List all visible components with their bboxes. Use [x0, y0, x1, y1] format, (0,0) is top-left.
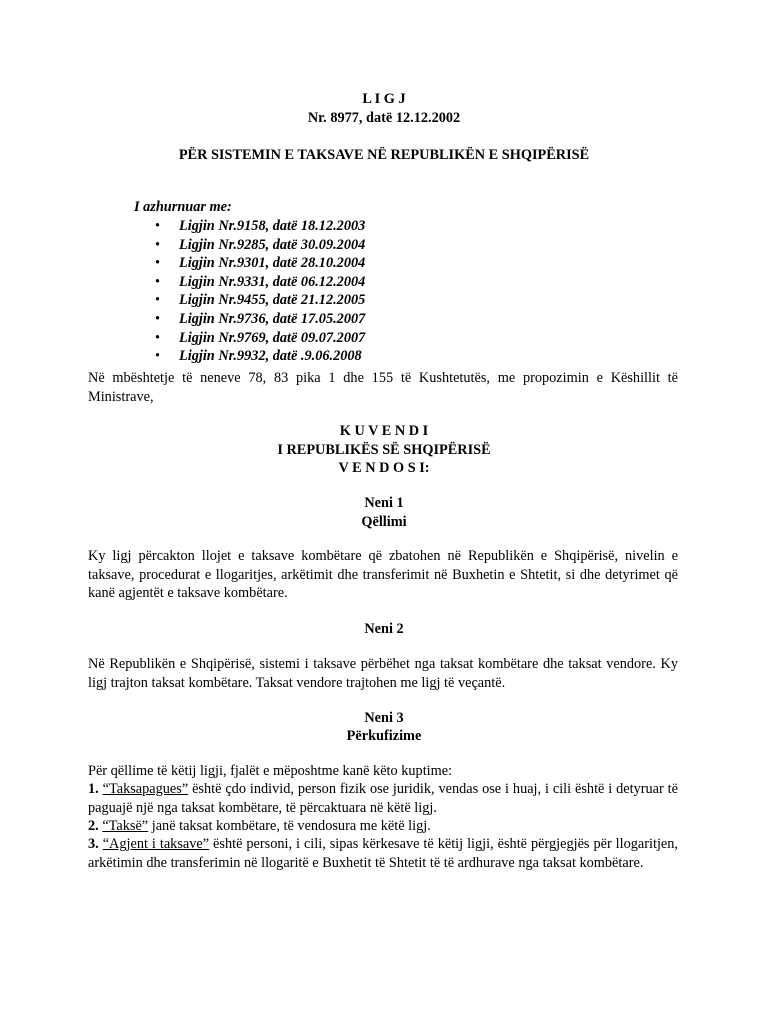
- law-label: L I G J: [362, 91, 406, 107]
- assembly-line-3: V E N D O S I:: [338, 460, 430, 476]
- assembly-line-1: K U V E N D I: [339, 423, 429, 439]
- bullet-icon: •: [155, 255, 161, 272]
- bullet-icon: •: [155, 292, 161, 309]
- article-3-subheading: Përkufizime: [346, 728, 422, 744]
- definition-term: “Taksë”: [102, 818, 149, 834]
- definition-term: “Agjent i taksave”: [102, 836, 210, 852]
- bullet-icon: •: [155, 273, 161, 290]
- amendments-title: I azhurnuar me:: [134, 199, 232, 215]
- definition-term: “Taksapagues”: [102, 781, 189, 797]
- law-title: PËR SISTEMIN E TAKSAVE NË REPUBLIKËN E SHQIPËRISË: [178, 147, 590, 163]
- bullet-icon: •: [155, 218, 161, 234]
- article-2-heading: Neni 2: [364, 621, 404, 637]
- bullet-icon: •: [155, 329, 161, 346]
- article-3-heading: Neni 3: [364, 710, 404, 726]
- preamble: Në mbështetje të neneve 78, 83 pika 1 dhe 155 të Kushtetutës, me propozimin e Këshillit të Ministrave,: [88, 370, 678, 405]
- article-1-body: Ky ligj përcakton llojet e taksave kombëtare që zbatohen në Republikën e Shqipërisë, nivelin e taksave, procedurat e llogaritjes, arkëtimit dhe transferimit në Buxhetin e Shtetit, si dhe detyrimet që kanë agjentët e taksave kombëtare.: [88, 548, 678, 602]
- article-3-intro: Për qëllime të këtij ligji, fjalët e mëposhtme kanë këto kuptime:: [88, 763, 453, 779]
- article-1-subheading: Qëllimi: [361, 514, 407, 530]
- amendments-list: [155, 217, 365, 366]
- law-number-date: Nr. 8977, datë 12.12.2002: [307, 110, 461, 126]
- definition-3: 3. “Agjent i taksave” është personi, i cili, sipas kërkesave të këtij ligji, është përgjegjës për llogaritjen, arkëtimin dhe transferimin në llogaritë e Buxhetit të Shtetit të të ardhurave nga taksat kombëtare.: [88, 836, 678, 871]
- assembly-line-2: I REPUBLIKËS SË SHQIPËRISË: [277, 442, 491, 458]
- definition-1: 1. “Taksapagues” është çdo individ, person fizik ose juridik, vendas ose i huaj, i cili është i detyruar të paguajë një nga taksat kombëtare, të përcaktuara në këtë ligj.: [88, 781, 679, 816]
- bullet-icon: •: [155, 348, 161, 365]
- amendment-item: • Ligjin Nr.9932, datë .9.06.2008: [155, 348, 362, 365]
- amendment-item: • Ligjin Nr.9331, datë 06.12.2004: [155, 273, 366, 290]
- article-2-body: Në Republikën e Shqipërisë, sistemi i taksave përbëhet nga taksat kombëtare dhe taksat vendore. Ky ligj trajton taksat kombëtare. Taksat vendore trajtohen me ligj të veçantë.: [88, 656, 678, 691]
- amendment-item: • Ligjin Nr.9158, datë 18.12.2003: [155, 218, 366, 234]
- amendment-item: • Ligjin Nr.9285, datë 30.09.2004: [155, 236, 366, 253]
- amendment-item: • Ligjin Nr.9301, datë 28.10.2004: [155, 255, 366, 272]
- amendment-item: • Ligjin Nr.9736, datë 17.05.2007: [155, 310, 366, 327]
- amendment-item: • Ligjin Nr.9455, datë 21.12.2005: [155, 292, 366, 309]
- definition-2: 2. “Taksë” janë taksat kombëtare, të vendosura me këtë ligj.: [88, 818, 431, 834]
- article-1-heading: Neni 1: [364, 495, 404, 511]
- amendment-item: • Ligjin Nr.9769, datë 09.07.2007: [155, 329, 366, 346]
- bullet-icon: •: [155, 310, 161, 327]
- bullet-icon: •: [155, 236, 161, 253]
